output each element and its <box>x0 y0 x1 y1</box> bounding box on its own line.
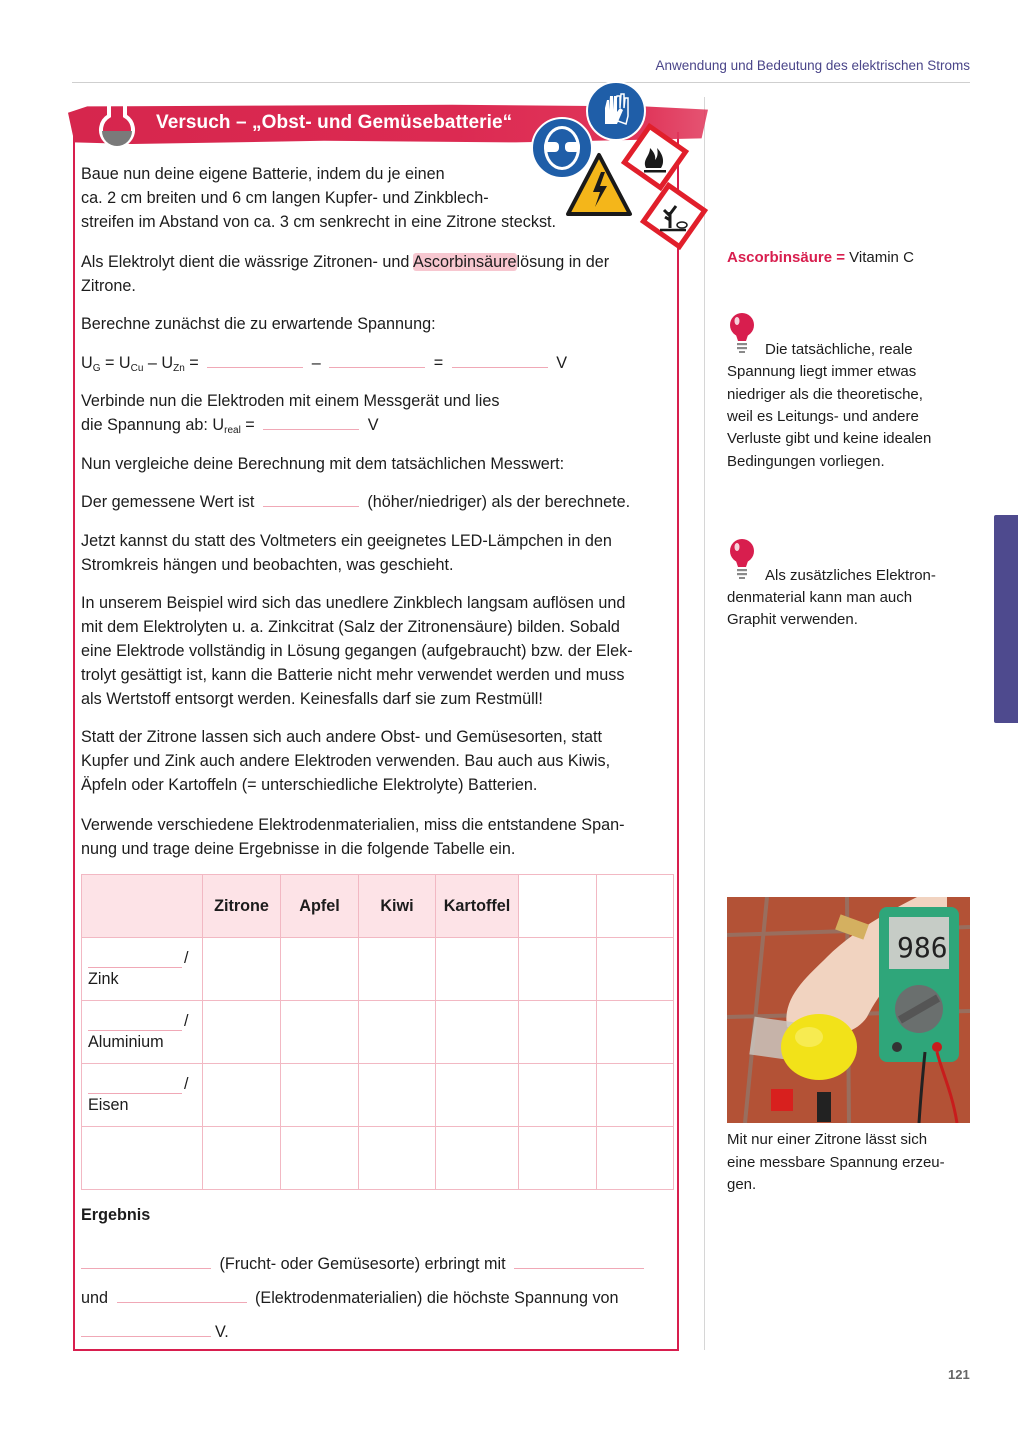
intro-line: streifen im Abstand von ca. 3 cm senkrecht in eine Zitrone steckst. <box>81 213 557 231</box>
tip1-text: weil es Leitungs- und andere <box>727 408 919 425</box>
table-prompt: Verwende verschiedene Elektrodenmaterialien, miss die entstandene Span- <box>81 816 625 834</box>
tip2-text: Als zusätzliches Elektron- <box>765 567 936 584</box>
text-span: Als Elektrolyt dient die wässrige Zitronen- und <box>81 253 414 271</box>
result-line-1 <box>77 1252 648 1276</box>
variation-text: Statt der Zitrone lassen sich auch andere Obst- und Gemüsesorten, statt <box>81 728 602 746</box>
variation-text: Kupfer und Zink auch andere Elektroden verwenden. Bau auch aus Kiwis, <box>81 752 611 770</box>
compare-prompt: Nun vergleiche deine Berechnung mit dem tatsächlichen Messwert: <box>81 455 565 473</box>
example-text: mit dem Elektrolyten u. a. Zinkcitrat (Salz der Zitronensäure) bilden. Sobald <box>81 618 620 636</box>
text-span: (Frucht- oder Gemüsesorte) erbringt mit <box>219 1255 506 1273</box>
table-cell[interactable] <box>281 938 359 1001</box>
glossary-entry <box>727 247 914 270</box>
result-line-2 <box>81 1286 619 1310</box>
glossary-eq: = <box>832 249 850 266</box>
table-cell[interactable] <box>203 1001 281 1064</box>
electrolyte-text-2: Zitrone. <box>81 277 136 295</box>
table-cell[interactable] <box>519 1064 597 1127</box>
table-cell[interactable] <box>597 1064 674 1127</box>
led-text: Stromkreis hängen und beobachten, was geschieht. <box>81 556 454 574</box>
glossary-term: Ascorbinsäure <box>727 249 833 266</box>
result-title: Ergebnis <box>81 1206 151 1224</box>
answer-blank-compare[interactable] <box>263 506 359 507</box>
text-span: Der gemessene Wert ist <box>81 493 255 511</box>
example-text: als Wertstoff entsorgt werden. Keinesfalls darf sie zum Restmüll! <box>81 690 543 708</box>
column-header: Apfel <box>281 875 359 938</box>
caption-line: gen. <box>727 1176 757 1193</box>
answer-blank-uzn[interactable] <box>329 367 425 368</box>
subscript: G <box>92 363 101 374</box>
header-divider <box>72 82 970 83</box>
tip1-text: Spannung liegt immer etwas <box>727 363 917 380</box>
unit-label: V <box>556 354 568 372</box>
highlighted-term: Ascorbinsäure <box>413 253 517 271</box>
tip2-text: denmaterial kann man auch <box>727 589 913 606</box>
table-cell[interactable] <box>359 1127 436 1190</box>
table-cell[interactable] <box>82 1127 203 1190</box>
table-cell[interactable] <box>436 1001 519 1064</box>
calc-prompt: Berechne zunächst die zu erwartende Spannung: <box>81 315 436 333</box>
column-header <box>82 875 203 938</box>
photo-illustration <box>727 897 970 1123</box>
row-header <box>82 1064 203 1127</box>
table-prompt: nung und trage deine Ergebnisse in die folgende Tabelle ein. <box>81 840 516 858</box>
text-span: lösung in der <box>516 253 610 271</box>
glossary-definition: Vitamin C <box>849 249 914 266</box>
table-cell[interactable] <box>597 938 674 1001</box>
multimeter-reading: 986 <box>897 931 948 964</box>
example-text: trolyt gesättigt ist, kann die Batterie nicht mehr verwendet werden und muss <box>81 666 625 684</box>
answer-blank-electrode[interactable] <box>88 1093 182 1094</box>
subscript: real <box>224 425 241 436</box>
formula-text: – <box>311 354 321 372</box>
formula-text: = U <box>100 354 131 372</box>
lightbulb-icon <box>727 538 757 582</box>
variation-text: Äpfeln oder Kartoffeln (= unterschiedliche Elektrolyte) Batterien. <box>81 776 538 794</box>
formula-text: – U <box>143 354 174 372</box>
compare-line <box>81 490 630 514</box>
lemon-battery-photo <box>727 897 970 1123</box>
text-span: (Elektrodenmaterialien) die höchste Spannung von <box>255 1289 619 1307</box>
example-text: In unserem Beispiel wird sich das unedlere Zinkblech langsam auflösen und <box>81 594 626 612</box>
row-label: Eisen <box>88 1096 129 1114</box>
answer-blank-electrode[interactable] <box>88 967 182 968</box>
table-cell[interactable] <box>436 1064 519 1127</box>
table-cell[interactable] <box>281 1064 359 1127</box>
table-cell[interactable] <box>436 938 519 1001</box>
answer-blank-electrode-a[interactable] <box>514 1268 644 1269</box>
text-span: V. <box>215 1323 229 1341</box>
caption-line: Mit nur einer Zitrone lässt sich <box>727 1131 928 1148</box>
caption-line: eine messbare Spannung erzeu- <box>727 1153 945 1171</box>
lightbulb-icon <box>727 312 757 356</box>
example-text: eine Elektrode vollständig in Lösung gegangen (aufgebraucht) bzw. der Elek- <box>81 642 633 660</box>
table-cell[interactable] <box>597 1001 674 1064</box>
measure-text: Verbinde nun die Elektroden mit einem Messgerät und lies <box>81 392 500 410</box>
page-number: 121 <box>948 1367 970 1382</box>
slash: / <box>184 1012 189 1030</box>
answer-blank-voltage[interactable] <box>81 1336 211 1337</box>
intro-line: ca. 2 cm breiten und 6 cm langen Kupfer- und Zinkblech- <box>81 189 489 207</box>
row-header <box>82 1001 203 1064</box>
answer-blank-fruit[interactable] <box>81 1268 211 1269</box>
subscript: Zn <box>173 363 185 374</box>
slash: / <box>184 949 189 967</box>
table-row <box>82 938 674 1001</box>
flask-icon <box>93 98 141 150</box>
table-cell[interactable] <box>203 1127 281 1190</box>
intro-line: Baue nun deine eigene Batterie, indem du je einen <box>81 165 445 183</box>
subscript: Cu <box>130 363 144 374</box>
environment-hazard-icon <box>638 180 710 252</box>
table-cell[interactable] <box>359 1064 436 1127</box>
result-line-3 <box>77 1320 229 1344</box>
tip1-text: Verluste gibt und keine idealen <box>727 430 932 447</box>
column-header: Kartoffel <box>436 875 519 938</box>
table-cell[interactable] <box>519 938 597 1001</box>
column-header: Zitrone <box>203 875 281 938</box>
text-span: = <box>240 416 255 434</box>
table-cell[interactable] <box>597 1127 674 1190</box>
electrolyte-text <box>81 250 609 274</box>
answer-blank-ucu[interactable] <box>207 367 303 368</box>
table-row <box>82 1127 674 1190</box>
formula-text: U <box>81 354 93 372</box>
slash: / <box>184 1075 189 1093</box>
column-header[interactable] <box>597 875 674 938</box>
table-cell[interactable] <box>519 1127 597 1190</box>
chapter-thumb-tab <box>994 515 1018 723</box>
answer-blank-electrode[interactable] <box>88 1030 182 1031</box>
table-cell[interactable] <box>203 938 281 1001</box>
table-header-row <box>82 875 674 938</box>
row-label: Aluminium <box>88 1033 164 1051</box>
running-header: Anwendung und Bedeutung des elektrischen Stroms <box>655 58 970 73</box>
tip1-text: Die tatsächliche, reale <box>765 341 913 358</box>
answer-blank-electrode-b[interactable] <box>117 1302 247 1303</box>
row-label: Zink <box>88 970 119 988</box>
formula-text: = <box>433 354 444 372</box>
experiment-title: Versuch – „Obst- und Gemüsebatterie“ <box>156 112 513 133</box>
answer-blank-ureal[interactable] <box>263 429 359 430</box>
table-cell[interactable] <box>281 1127 359 1190</box>
answer-blank-ug[interactable] <box>452 367 548 368</box>
text-span: und <box>81 1289 109 1307</box>
text-span: die Spannung ab: U <box>81 416 225 434</box>
formula-text: = <box>184 354 199 372</box>
unit-label: V <box>367 416 379 434</box>
led-text: Jetzt kannst du statt des Voltmeters ein geeignetes LED-Lämpchen in den <box>81 532 612 550</box>
table-cell[interactable] <box>436 1127 519 1190</box>
column-header[interactable] <box>519 875 597 938</box>
table-cell[interactable] <box>281 1001 359 1064</box>
tip1-text: Bedingungen vorliegen. <box>727 453 885 470</box>
table-cell[interactable] <box>203 1064 281 1127</box>
row-header <box>82 938 203 1001</box>
table-row <box>82 1064 674 1127</box>
table-row <box>82 1001 674 1064</box>
table-cell[interactable] <box>519 1001 597 1064</box>
measure-text-2 <box>81 413 379 443</box>
tip1-text: niedriger als die theoretische, <box>727 386 923 403</box>
results-table <box>81 874 674 1190</box>
formula-line <box>81 351 567 381</box>
sidebar-divider <box>704 97 705 1350</box>
photo-caption <box>727 1129 972 1197</box>
table-cell[interactable] <box>359 938 436 1001</box>
column-header: Kiwi <box>359 875 436 938</box>
tip2-text: Graphit verwenden. <box>727 611 858 628</box>
text-span: (höher/niedriger) als der berechnete. <box>367 493 631 511</box>
table-cell[interactable] <box>359 1001 436 1064</box>
